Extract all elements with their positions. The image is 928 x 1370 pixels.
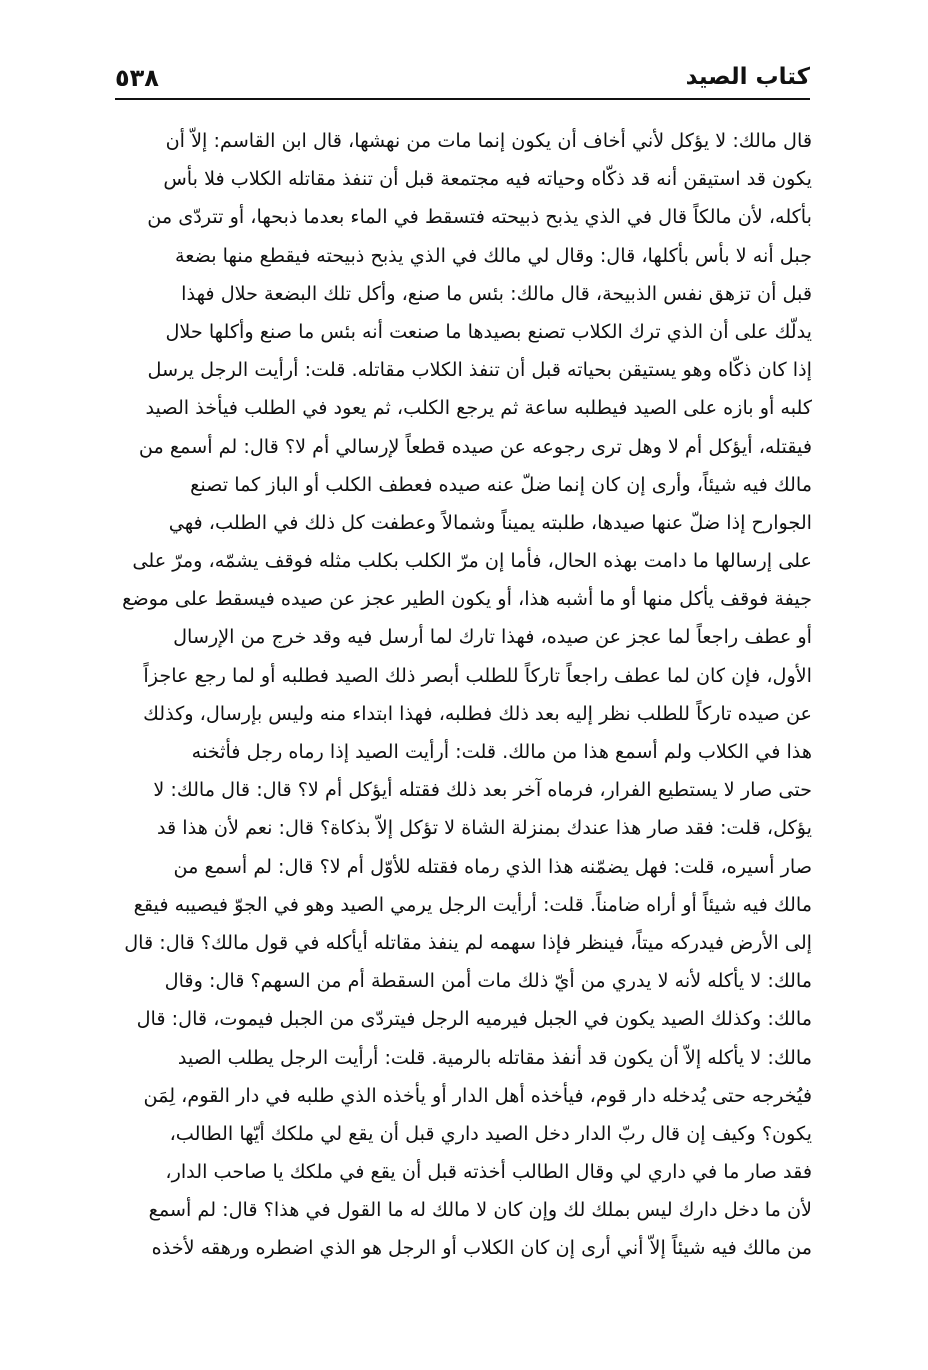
- text-line: هذا في الكلاب ولم أسمع هذا من مالك. قلت: أرأيت الصيد إذا رماه رجل فأثخنه: [191, 740, 812, 763]
- text-line: إذا كان ذكّاه وهو يستيقن بحياته قبل أن تنفذ الكلاب مقاتله. قلت: أرأيت الرجل يرسل: [147, 358, 812, 382]
- text-line: فيقتله، أيؤكل أم لا وهل ترى رجوعه عن صيده قطعاً لإرسالي أم لا؟ قال: لم أسمع من: [138, 434, 812, 458]
- text-line: قال مالك: لا يؤكل لأني أخاف أن يكون إنما مات من نهشها، قال ابن القاسم: إلاّ أن: [165, 129, 812, 152]
- body-text: [112, 122, 812, 1268]
- text-line: مالك: لا يأكله إلاّ أن يكون قد أنفذ مقاتله بالرمية. قلت: أرأيت الرجل يطلب الصيد: [177, 1045, 812, 1069]
- text-line: الأول، فإن كان لما عطف راجعاً تاركاً للطلب أبصر ذلك الصيد فطلبه أو لما رجع عاجزاً: [143, 663, 812, 687]
- text-line: مالك: لا يأكله لأنه لا يدري من أيّ ذلك مات أمن السقطة أم من السهم؟ قال: وقال: [164, 969, 812, 993]
- text-line: جبل أنه لا بأس بأكلها، قال: وقال لي مالك في الذي يذبح ذبيحته فيقطع منها بضعة: [175, 243, 812, 267]
- text-line: قبل أن تزهق نفس الذبيحة، قال مالك: بئس ما صنع، وأكل تلك البضعة حلال فهذا: [181, 281, 812, 305]
- text-line: من مالك فيه شيئاً إلاّ أني أرى إن كان الكلاب أو الرجل هو الذي اضطره ورهقه لأخذه: [151, 1236, 812, 1260]
- text-line: كلبه أو بازه على الصيد فيطلبه ساعة ثم يرجع الكلب، ثم يعود في الطلب فيأخذ الصيد: [145, 396, 812, 420]
- text-line: عن صيده تاركاً للطلب نظر إليه بعد ذلك فطلبه، فهذا ابتداء منه وليس بإرسال، وكذلك: [143, 701, 812, 725]
- text-line: مالك فيه شيئاً، وأرى إن كان إنما ضلّ عنه صيده فعطف الكلب أو الباز كما تصنع: [190, 472, 812, 496]
- text-line: يكون؟ وكيف إن قال ربّ الدار دخل الصيد داري قبل أن يقع لي ملكك أيّها الطالب،: [169, 1121, 812, 1145]
- text-line: لأن ما دخل دارك ليس بملك لك وإن كان لا مالك له ما القول في هذا؟ قال: لم أسمع: [148, 1198, 812, 1222]
- text-line: مالك: وكذلك الصيد يكون في الجبل فيرميه الرجل فيتردّى من الجبل فيموت، قال: قال: [136, 1007, 812, 1031]
- text-line: فقد صار ما في داري لي وقال الطالب أخذته قبل أن يقع في ملكك يا صاحب الدار،: [165, 1160, 812, 1184]
- text-line: فيُخرجه حتى يُدخله دار قوم، فيأخذه أهل الدار أو يأخذه الذي طلبه في دار القوم، لِمَن: [143, 1083, 812, 1107]
- text-line: على إرسالها ما دامت بهذه الحال، فأما إن مرّ الكلب بكلب مثله فوقف يشمّه، ومرّ على: [132, 549, 812, 573]
- text-line: حتى صار لا يستطيع الفرار، فرماه آخر بعد ذلك فقتله أيؤكل أم لا؟ قال: قال مالك: لا: [153, 778, 812, 802]
- text-line: صار أسيره، قلت: فهل يضمّنه هذا الذي رماه فقتله للأوّل أم لا؟ قال: لم أسمع من: [173, 854, 812, 878]
- text-line: إلى الأرض فيدركه ميتاً، فينظر فإذا سهمه لم ينفذ مقاتله أيأكله في قول مالك؟ قال: قال: [124, 930, 812, 954]
- text-line: يكون قد استيقن أنه قد ذكّاه وحياته فيه مجتمعة قبل أن تنفذ مقاتله الكلاب فلا بأس: [163, 167, 812, 191]
- text-line: يؤكل، قلت: فقد صار هذا عندك بمنزلة الشاة لا تؤكل إلاّ بذكاة؟ قال: نعم لأن هذا قد: [156, 816, 812, 840]
- text-line: جيفة فوقف يأكل منها أو ما أشبه هذا، أو يكون الطير عجز عن صيده فيسقط على موضع: [122, 587, 812, 611]
- text-line: أو عطف راجعاً لما عجز عن صيده، فهذا تارك لما أرسل فيه وقد خرج من الإرسال: [173, 625, 812, 649]
- text-line: الجوارح إذا ضلّ عنها صيدها، طلبته يميناً وشمالاً وعطفت كل ذلك في الطلب، فهي: [168, 510, 812, 534]
- page-header: [115, 62, 810, 100]
- text-line: يدلّك على أن الذي ترك الكلاب تصنع بصيدها ما صنعت أنه بئس ما صنع وأكلها حلال: [165, 319, 812, 343]
- running-title: كتاب الصيد: [685, 64, 810, 90]
- text-line: مالك فيه شيئاً أو أراه ضامناً. قلت: أرأيت الرجل يرمي الصيد وهو في الجوّ فيصيبه فيقع: [133, 892, 812, 916]
- page-number: ٥٣٨: [115, 64, 159, 92]
- text-line: بأكله، لأن مالكاً قال في الذي يذبح ذبيحته فتسقط في الماء بعدما ذبحها، أو تتردّى من: [147, 205, 812, 229]
